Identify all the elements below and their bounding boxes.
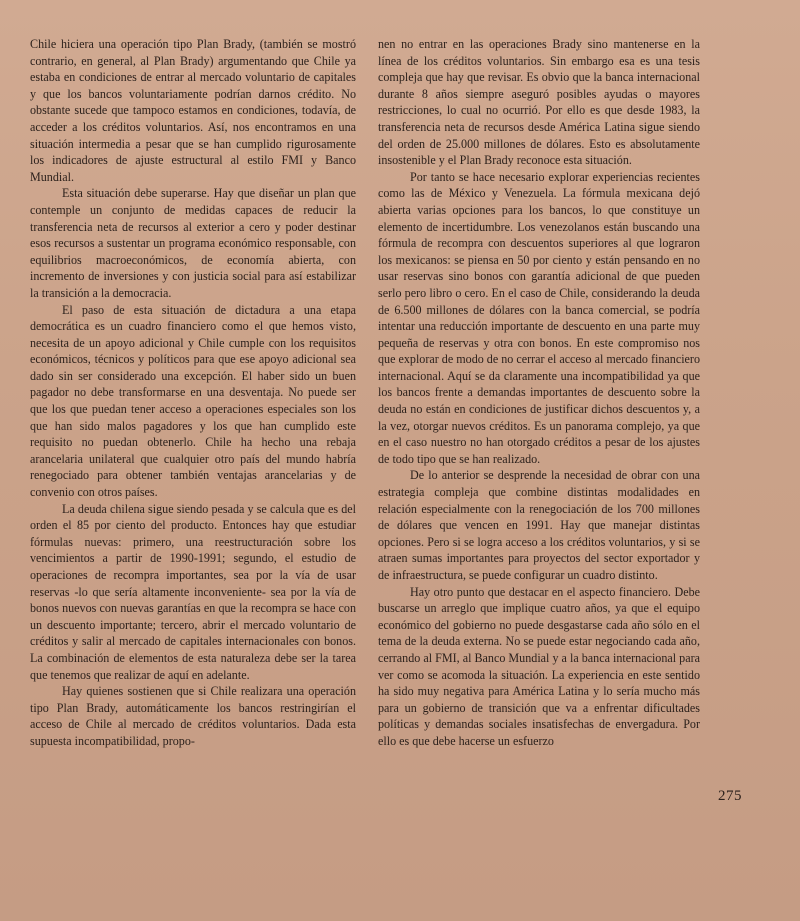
paragraph: La deuda chilena sigue siendo pesada y se calcula que es del orden el 85 por ciento del producto. Entonces hay que estudiar fórmulas nuevas: primero, una reestructuración sobre los vencimientos a partir de 1990-1991; segundo, el estudio de operaciones de recompra importantes, sea por la vía de usar reservas -lo que sería altamente inconveniente- sea por la vía de bonos nuevos con nuevas garantías en que la recompra se hace con un descuento importante; tercero, abrir el mercado voluntario de créditos y salir al mercado de capitales internacionales con bonos. La combinación de elementos de esta naturaleza debe ser la tarea que tenemos que realizar de aquí en adelante.: [30, 501, 356, 682]
paragraph: nen no entrar en las operaciones Brady sino mantenerse en la línea de los créditos voluntarios. Sin embargo esa es una tesis compleja que hay que revisar. Es obvio que la banca internacional durante 8 años siempre aseguró posibles ayudas o mayores restricciones, lo cual no ocurrió. Por ello es que desde 1983, la transferencia neta de recursos desde América Latina sigue siendo del orden de 25.000 millones de dólares. Esto es absolutamente insostenible y el Plan Brady reconoce esta situación.: [378, 37, 700, 168]
page-number: 275: [718, 788, 742, 804]
paragraph: Hay quienes sostienen que si Chile realizara una operación tipo Plan Brady, automáticamente los bancos restringirían el acceso de Chile al mercado de créditos voluntarios. Dada esta supuesta incompatibilidad, propo-: [30, 684, 356, 748]
paragraph: El paso de esta situación de dictadura a una etapa democrática es un cuadro financiero como el que hemos visto, necesita de un apoyo adicional y Chile cumple con los requisitos económicos, técnicos y políticos para que ese apoyo adicional sea dado sin ser considerado una excepción. El haber sido un buen pagador no debe transformarse en una desventaja. No puede ser que los que puedan tener acceso a operaciones especiales son los que han sido malos pagadores y los que han cumplido este requisito no puedan obtenerlo. Chile ha hecho una rebaja arancelaria unilateral que cualquier otro país del mundo habría renegociado para obtener también ventajas arancelarias y de convenio con otros países.: [30, 302, 356, 500]
paragraph: Esta situación debe superarse. Hay que diseñar un plan que contemple un conjunto de medidas capaces de reducir la transferencia neta de recursos al exterior a cero y poder destinar esos recursos a sustentar un programa económico responsable, con equilibrios macroeconómicos, de economía abierta, con incremento de inversiones y con justicia social para así estabilizar la transición a la democracia.: [30, 186, 356, 300]
left-text-column: [30, 36, 356, 750]
paragraph: Hay otro punto que destacar en el aspecto financiero. Debe buscarse un arreglo que implique cuatro años, ya que el equipo económico del gobierno no puede desgastarse cada año sólo en el tema de la deuda externa. No se puede estar negociando cada año, cerrando al FMI, al Banco Mundial y a la banca internacional para ver como se acomoda la situación. La experiencia en este sentido ha sido muy negativa para América Latina y lo sería mucho más para un gobierno de transición que va a enfrentar dificultades políticas y demandas sociales insatisfechas de envergadura. Por ello es que debe hacerse un esfuerzo: [378, 584, 700, 748]
right-text-column: [378, 36, 700, 750]
paragraph: Chile hiciera una operación tipo Plan Brady, (también se mostró contrario, en general, al Plan Brady) argumentando que Chile ya estaba en condiciones de entrar al mercado voluntario de capitales y que los bancos voluntariamente podrían darnos crédito. No obstante sucede que tampoco estamos en condiciones, todavía, de acceder a los créditos voluntarios. Así, nos encontramos en una situación intermedia a pesar que se han cumplido rigurosamente los indicadores de ajuste estructural al estilo FMI y Banco Mundial.: [30, 37, 356, 184]
paragraph: De lo anterior se desprende la necesidad de obrar con una estrategia compleja que combine distintas modalidades en relación especialmente con la renegociación de los 700 millones de dólares que vencen en 1991. Hay que manejar distintas opciones. Pero si se logra acceso a los créditos voluntarios, y si se atraen sumas importantes para proyectos del sector exportador y de infraestructura, se puede configurar un cuadro distinto.: [378, 468, 700, 582]
paragraph: Por tanto se hace necesario explorar experiencias recientes como las de México y Venezuela. La fórmula mexicana dejó abierta varias opciones para los bancos, lo que constituye un elemento de incertidumbre. Los venezolanos están buscando una fórmula de recompra con descuentos superiores al que lograron los mexicanos: se piensa en 50 por ciento y están pensando en no usar reservas sino bonos con garantía adicional de que pueden serlo pero libro o cero. En el caso de Chile, considerando la deuda de 6.500 millones de dólares con la banca comercial, se podría intentar una reducción importante de descuento en una parte muy pequeña de reservas y otra con bonos. En este compromiso nos que explorar de modo de no cerrar el acceso al mercado financiero internacional. Aquí se da claramente una incompatibilidad ya que los bancos frente a demandas importantes de descuento sobre la deuda no están en condiciones de justificar dichos descuentos y, a la vez, otorgar nuevos créditos. Es un panorama complejo, ya que en el caso nuestro no han otorgado créditos a pesar de los ajustes de todo tipo que se han realizado.: [378, 169, 700, 466]
